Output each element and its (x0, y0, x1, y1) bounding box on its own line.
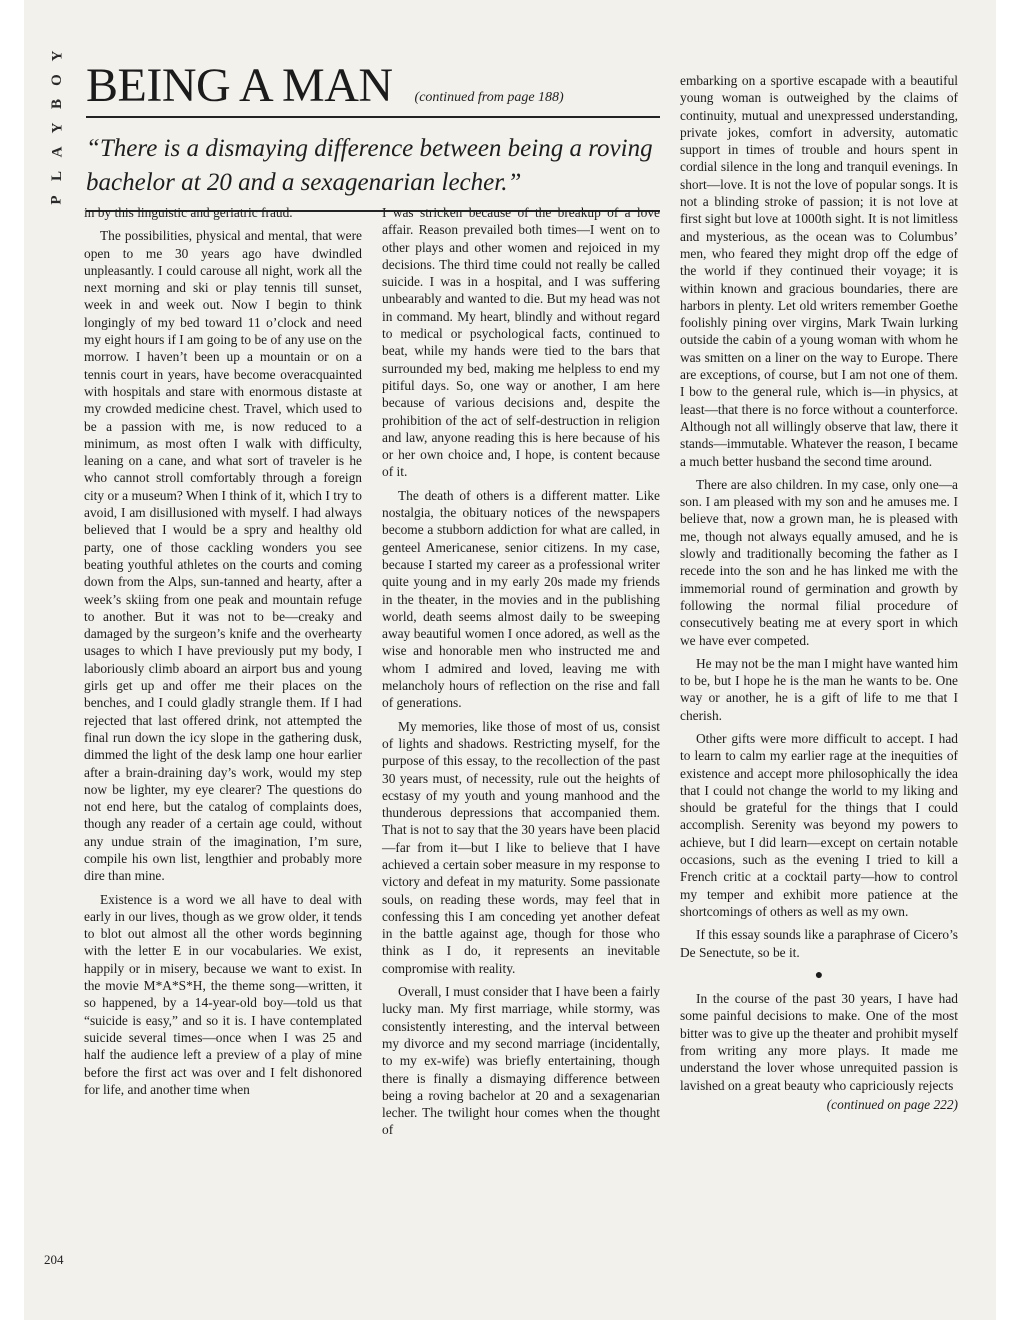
magazine-name-vertical (44, 44, 70, 204)
paragraph: My memories, like those of most of us, consist of lights and shadows. Restricting myself, for the purpose of this essay, to the recollection of the past 30 years must, of necessity, rule out the heights of ecstasy of my youth and young manhood and the thunderous depressions that accompanied them. That is not to say that the 30 years have been placid—far from it—but I like to believe that I have achieved a certain sober measure in my response to victory and defeat in my maturity. Some passionate souls, on reading these words, may feel that in confessing this I am conceding yet another defeat in the battle against age, though for those who think as I do, it represents an inevitable compromise with reality. (382, 718, 660, 976)
paragraph: The possibilities, physical and mental, that were open to me 30 years ago have dwindled unpleasantly. I could carouse all night, work all the next morning and ski or play tennis till sunset, week in and week out. Now I begin to think longingly of my bed toward 11 o’clock and need my eight hours if I am going to be of any use on the morrow. I haven’t been up a mountain or on a tennis court in years, have become overacquainted with hospitals and stare with enormous distaste at my crowded medicine chest. Travel, which used to be a passion with me, is now reduced to a minimum, as most often I walk with difficulty, leaning on a cane, and what sort of traveler is he who cannot stroll comfortably through a foreign city or a museum? When I think of it, which I try to avoid, I am disillusioned with myself. I had always believed that I would be a spry and healthy old party, one of those cackling wonders you see beating youthful athletes on the courts and coming down from the Alps, sun-tanned and hearty, after a week’s skiing from one peak and mountain refuge to another. But it was not to be—creaky and damaged by the surgeon’s knife and the overhearty usages to which I have previously put my body, I laboriously climb aboard an airport bus and young girls get up and offer me their places on the benches, and I could gladly strangle them. If I had rejected that last offered drink, not attempted the final run down the icy slope in the gathering dusk, dimmed the light of the desk lamp one hour earlier after a brain-draining day’s work, would my step now be lighter, my eye clearer? The questions do not end here, but the catalog of complaints does, though any reader of a certain age could, without any undue strain of the imagination, I’m sure, compile his own list, lengthier and probably more dire than mine. (84, 228, 362, 884)
mag-letter: Y (49, 50, 65, 62)
paragraph: In the course of the past 30 years, I have had some painful decisions to make. One of the most bitter was to give up the theater and prohibit myself from writing any more plays. It made me understand the lover whose unrequited passion is lavished on a great beauty who capriciously rejects (680, 991, 958, 1093)
mag-letter: B (48, 98, 65, 110)
continued-to: (continued on page 222) (826, 1096, 958, 1112)
pull-quote: “There is a dismaying difference between being a roving bachelor at 20 and a sexagenarian lecher.” (86, 132, 660, 212)
paragraph: Existence is a word we all have to deal with early in our lives, though as we grow older, it tends to blot out almost all the other words beginning with the letter E in our vocabularies. We exist, happily or in misery, because we want to exist. In the movie M*A*S*H, the theme song—written, it so happened, by a 14-year-old boy—told us that “suicide is easy,” and so it is. I have contemplated suicide several times—once when I was 25 and half the audience left a preview of a play of mine before the first act was over and I felt dishonored for life, and another time when (84, 891, 362, 1097)
paragraph: If this essay sounds like a paraphrase of Cicero’s De Senectute, so be it. (680, 927, 958, 960)
paragraph: There are also children. In my case, only one—a son. I am pleased with my son and he amuses me. I believe that, now a grown man, he is pleased with me, though not always equally amused, and he is slowly and traditionally becoming the father as I recede into the son and he has linked me with the immemorial round of germination and growth by following the normal filial procedure of consecutively beating me at every sport in which we have ever competed. (680, 476, 958, 648)
article-title: BEING A MAN (86, 59, 393, 112)
paragraph: in by this linguistic and geriatric fraud. (84, 205, 293, 220)
mag-letter: A (49, 146, 65, 158)
mag-letter: L (48, 170, 65, 182)
page-number: 204 (44, 1252, 64, 1267)
article-header (86, 59, 660, 212)
mag-letter: O (48, 74, 65, 86)
title-row (86, 59, 660, 118)
mag-letter: Y (49, 122, 65, 134)
paragraph: The death of others is a different matter. Like nostalgia, the obituary notices of the newspapers become a stubborn addiction for what are called, in genteel Americanese, senior citizens. In my case, because I started my career as a professional writer quite young and in my early 20s made my friends in the theater, in the movies and in the publishing world, death seems almost daily to be sweeping away beautiful women I once adored, as well as the wise and honorable men who instructed me and whom I admired and loved, leaving me with melancholy hours of reflection on the rise and fall of generations. (382, 487, 660, 711)
paragraph: Overall, I must consider that I have been a fairly lucky man. My first marriage, while stormy, was consistently interesting, and the interval between my divorce and my second marriage (incidentally, to my ex-wife) was briefly entertaining, though there is finally a dismaying difference between being a roving bachelor at 20 and a sexagenarian lecher. The twilight hour comes when the thought of (382, 984, 660, 1138)
mag-letter: P (48, 195, 65, 205)
paragraph: embarking on a sportive escapade with a beautiful young woman is outweighed by the claims of continuity, mutual and unexpressed understanding, private jokes, comfort in adversity, automatic support in times of trouble and hours spent in cordial silence in the long and tranquil evenings. In short—love. It is not the love of popular songs. It is not a blinding stroke of passion; it is not love at first sight but love at 1000th sight. It is not limitless and mysterious, as the ocean was to Columbus’ men, who feared they might drop off the edge of the world if they continued their voyage; it is within known and gracious boundaries, there are harbors in plenty. Let old writers remember Goethe foolishly pining over virgins, Mark Twain lurking outside the cabin of a young woman with whom he was smitten on a liner on the way to Europe. There are exceptions, of course, but I am not one of them. I bow to the general rule, which is—in physics, at least—that there is no force without a counterforce. Although not all willingly observe that law, there it stands—immutable. Whatever the reason, I became a much better husband the second time around. (680, 73, 958, 469)
column-3 (680, 72, 958, 1113)
paragraph: I was stricken because of the breakup of a love affair. Reason prevailed both times—I went on to other plays and other women and rejoiced in my decisions. The third time could not really be called suicide. I was in a hospital, and I was suffering unbearably and wanted to die. But my head was not in command. My heart, blindly and without regard to medical or psychological facts, continued to beat, while my hands were tied to the bars that surrounded my bed, making me helpless to end my pitiful days. So, one way or another, I am here because of various decisions and, despite the prohibition of the act of self-destruction in religion and law, anyone reading this is here because of his or her own choice and, I hope, is content because of it. (382, 205, 660, 480)
continued-from: (continued from page 188) (414, 90, 564, 105)
paragraph: Other gifts were more difficult to accept. I had to learn to calm my earlier rage at the inequities of existence and accept more philosophically the idea that I could not change the world to my liking and should be grateful for the things that I could accomplish. Serenity was beyond my powers to achieve, but I did learn—except on certain notable occasions, such as the evening I tried to kill a French critic at a cocktail party—how to control my temper and exhibit more patience at the shortcomings of others as well as my own. (680, 730, 958, 919)
section-bullet: ● (814, 967, 824, 983)
column-2 (382, 204, 660, 1145)
column-1 (84, 204, 362, 1104)
paragraph: He may not be the man I might have wanted him to be, but I hope he is the man he wants to be. One way or another, he is a gift of life to me that I cherish. (680, 655, 958, 723)
